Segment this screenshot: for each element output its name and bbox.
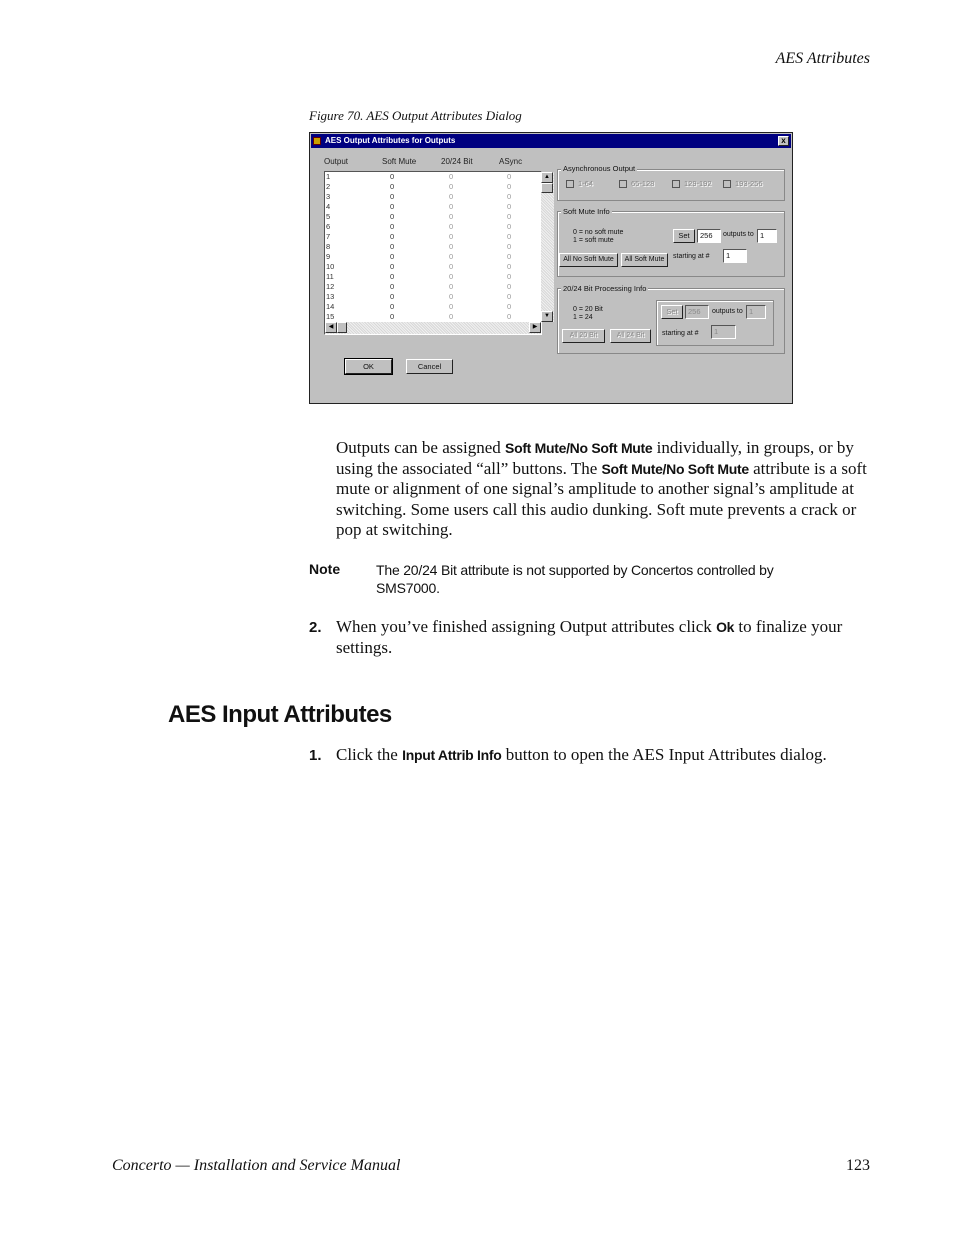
all-no-soft-mute-button[interactable]: All No Soft Mute bbox=[559, 253, 618, 267]
table-cell: 0 bbox=[449, 182, 454, 191]
table-cell: 15 bbox=[326, 312, 335, 321]
async-output-label: Asynchronous Output bbox=[563, 164, 636, 173]
input-attrib-info-command: Input Attrib Info bbox=[402, 747, 502, 763]
step-2-text bbox=[336, 617, 872, 658]
app-icon bbox=[313, 137, 321, 145]
table-row[interactable] bbox=[325, 252, 541, 262]
table-cell: 0 bbox=[449, 242, 454, 251]
column-header-soft-mute: Soft Mute bbox=[382, 157, 417, 166]
scroll-right-icon[interactable]: ▶ bbox=[529, 322, 541, 333]
table-cell: 0 bbox=[390, 302, 395, 311]
table-cell: 0 bbox=[390, 242, 395, 251]
checkbox-193-256[interactable] bbox=[723, 180, 731, 188]
table-cell: 9 bbox=[326, 252, 331, 261]
table-cell: 0 bbox=[449, 282, 454, 291]
soft-mute-outputs-to-field[interactable]: 1 bbox=[757, 229, 777, 243]
table-row[interactable] bbox=[325, 282, 541, 292]
soft-mute-outputs-to-label: outputs to bbox=[723, 231, 754, 238]
soft-mute-legend-1: 1 = soft mute bbox=[573, 237, 614, 244]
option-193-256: 193-256 bbox=[735, 179, 763, 188]
scroll-thumb[interactable] bbox=[541, 183, 553, 193]
scroll-up-icon[interactable]: ▲ bbox=[541, 172, 553, 183]
vertical-scrollbar[interactable] bbox=[541, 172, 554, 322]
figure-caption: Figure 70. AES Output Attributes Dialog bbox=[309, 108, 522, 123]
table-cell: 6 bbox=[326, 222, 331, 231]
dialog-title: AES Output Attributes for Outputs bbox=[325, 136, 456, 145]
checkbox-65-128[interactable] bbox=[619, 180, 627, 188]
body-paragraph bbox=[336, 438, 872, 541]
table-row[interactable] bbox=[325, 182, 541, 192]
table-cell: 10 bbox=[326, 262, 335, 271]
table-row[interactable] bbox=[325, 212, 541, 222]
table-row[interactable] bbox=[325, 292, 541, 302]
table-cell: 0 bbox=[507, 202, 512, 211]
checkbox-129-192[interactable] bbox=[672, 180, 680, 188]
all-soft-mute-button[interactable]: All Soft Mute bbox=[621, 253, 668, 267]
step-1-text-a: Click the bbox=[336, 745, 403, 764]
table-row[interactable] bbox=[325, 262, 541, 272]
table-cell: 0 bbox=[390, 252, 395, 261]
ok-button[interactable]: OK bbox=[345, 359, 392, 374]
table-cell: 0 bbox=[449, 262, 454, 271]
option-129-192: 129-192 bbox=[684, 179, 712, 188]
option-65-128: 65-128 bbox=[631, 179, 655, 188]
soft-mute-group bbox=[557, 211, 785, 277]
table-cell: 2 bbox=[326, 182, 331, 191]
close-button[interactable]: x bbox=[778, 136, 789, 146]
soft-mute-count-field[interactable]: 256 bbox=[697, 229, 721, 243]
column-header-bit: 20/24 Bit bbox=[441, 157, 473, 166]
table-row[interactable] bbox=[325, 202, 541, 212]
table-cell: 0 bbox=[390, 282, 395, 291]
all-20-bit-button[interactable]: All 20 Bit bbox=[562, 329, 605, 343]
step-1-number: 1. bbox=[309, 747, 322, 764]
table-cell: 1 bbox=[326, 172, 331, 181]
bit-outputs-to-field[interactable]: 1 bbox=[746, 305, 766, 319]
table-cell: 0 bbox=[390, 212, 395, 221]
table-row[interactable] bbox=[325, 312, 541, 322]
aes-output-attributes-dialog bbox=[309, 132, 793, 404]
hscroll-thumb[interactable] bbox=[337, 322, 347, 333]
para-text-3: attribute is a soft mute or alignment of one signal’s amplitude to another signal’s amplitude at switching. Some users call this audio dunking. Soft mute prevents a crack or pop at switching. bbox=[336, 458, 867, 539]
table-cell: 0 bbox=[390, 232, 395, 241]
column-header-output: Output bbox=[324, 157, 349, 166]
table-row[interactable] bbox=[325, 222, 541, 232]
table-cell: 0 bbox=[390, 222, 395, 231]
table-cell: 4 bbox=[326, 202, 331, 211]
bit-count-field[interactable]: 256 bbox=[685, 305, 709, 319]
soft-mute-set-button[interactable]: Set bbox=[673, 229, 695, 243]
table-cell: 0 bbox=[390, 292, 395, 301]
table-cell: 0 bbox=[507, 272, 512, 281]
soft-mute-starting-at-field[interactable]: 1 bbox=[723, 249, 747, 263]
table-cell: 0 bbox=[390, 172, 395, 181]
table-row[interactable] bbox=[325, 192, 541, 202]
table-cell: 0 bbox=[449, 272, 454, 281]
table-cell: 0 bbox=[449, 202, 454, 211]
step-1-text bbox=[336, 745, 872, 766]
table-cell: 0 bbox=[449, 232, 454, 241]
table-cell: 5 bbox=[326, 212, 331, 221]
soft-mute-legend-0: 0 = no soft mute bbox=[573, 229, 624, 236]
table-cell: 0 bbox=[449, 302, 454, 311]
bit-starting-at-field[interactable]: 1 bbox=[711, 325, 736, 339]
scroll-down-icon[interactable]: ▼ bbox=[541, 311, 553, 322]
step-2-text-b: to finalize your settings. bbox=[336, 617, 843, 657]
table-cell: 0 bbox=[449, 292, 454, 301]
horizontal-scrollbar[interactable] bbox=[325, 322, 541, 334]
table-cell: 11 bbox=[326, 272, 334, 281]
table-cell: 0 bbox=[390, 272, 395, 281]
section-heading: AES Input Attributes bbox=[168, 701, 392, 728]
table-cell: 0 bbox=[449, 172, 454, 181]
table-cell: 0 bbox=[507, 222, 512, 231]
table-row[interactable] bbox=[325, 302, 541, 312]
ok-command: Ok bbox=[716, 619, 735, 635]
note-label: Note bbox=[309, 561, 341, 577]
dialog-titlebar bbox=[311, 134, 791, 148]
soft-mute-starting-at-label: starting at # bbox=[673, 253, 710, 260]
table-row[interactable] bbox=[325, 232, 541, 242]
table-cell: 13 bbox=[326, 292, 335, 301]
table-cell: 0 bbox=[507, 312, 512, 321]
all-24-bit-button[interactable]: All 24 Bit bbox=[610, 329, 651, 343]
table-cell: 0 bbox=[507, 212, 512, 221]
checkbox-1-64[interactable] bbox=[566, 180, 574, 188]
bit-legend-0: 0 = 20 Bit bbox=[573, 306, 603, 313]
table-cell: 0 bbox=[507, 192, 512, 201]
bit-set-button[interactable]: Set bbox=[661, 305, 683, 319]
step-2-text-a: When you’ve finished assigning Output attributes click bbox=[336, 617, 717, 636]
bit-outputs-to-label: outputs to bbox=[712, 308, 743, 315]
step-2-number: 2. bbox=[309, 619, 322, 636]
table-cell: 0 bbox=[507, 242, 512, 251]
note-text: The 20/24 Bit attribute is not supported by Concertos controlled by SMS7000. bbox=[376, 562, 774, 596]
table-cell: 0 bbox=[507, 172, 512, 181]
para-text-2: individually, in groups, or by using the associated “all” buttons. The bbox=[336, 438, 854, 478]
soft-mute-label: Soft Mute Info bbox=[563, 207, 610, 216]
bit-legend-1: 1 = 24 bbox=[573, 314, 593, 321]
table-cell: 0 bbox=[507, 252, 512, 261]
para-text-1: Outputs can be assigned bbox=[336, 438, 506, 457]
table-cell: 0 bbox=[507, 182, 512, 191]
option-1-64: 1-64 bbox=[578, 179, 594, 188]
cancel-button[interactable]: Cancel bbox=[406, 359, 453, 374]
table-cell: 0 bbox=[507, 302, 512, 311]
table-cell: 0 bbox=[507, 292, 512, 301]
table-cell: 0 bbox=[390, 312, 395, 321]
bit-processing-label: 20/24 Bit Processing Info bbox=[563, 284, 647, 293]
scroll-left-icon[interactable]: ◀ bbox=[325, 322, 337, 333]
table-cell: 0 bbox=[449, 212, 454, 221]
table-cell: 0 bbox=[507, 262, 512, 271]
table-cell: 7 bbox=[326, 232, 331, 241]
table-cell: 0 bbox=[507, 232, 512, 241]
table-cell: 12 bbox=[326, 282, 335, 291]
table-row[interactable] bbox=[325, 272, 541, 282]
soft-mute-command-1: Soft Mute/No Soft Mute bbox=[505, 440, 653, 456]
table-cell: 8 bbox=[326, 242, 331, 251]
output-list[interactable] bbox=[324, 171, 550, 335]
table-cell: 0 bbox=[390, 262, 395, 271]
step-1-text-b: button to open the AES Input Attributes dialog. bbox=[501, 745, 827, 764]
table-cell: 0 bbox=[390, 182, 395, 191]
soft-mute-command-2: Soft Mute/No Soft Mute bbox=[601, 460, 749, 477]
table-cell: 0 bbox=[449, 252, 454, 261]
table-cell: 3 bbox=[326, 192, 331, 201]
table-cell: 0 bbox=[390, 202, 395, 211]
table-cell: 0 bbox=[390, 192, 395, 201]
table-cell: 0 bbox=[507, 282, 512, 291]
page-number: 123 bbox=[846, 1157, 870, 1174]
column-header-async: ASync bbox=[499, 157, 523, 166]
table-cell: 0 bbox=[449, 222, 454, 231]
running-header: AES Attributes bbox=[775, 50, 870, 67]
table-cell: 0 bbox=[449, 312, 454, 321]
table-cell: 0 bbox=[449, 192, 454, 201]
table-cell: 14 bbox=[326, 302, 335, 311]
table-row[interactable] bbox=[325, 242, 541, 252]
table-row[interactable] bbox=[325, 172, 541, 182]
footer-manual-title: Concerto — Installation and Service Manual bbox=[112, 1157, 401, 1174]
bit-starting-at-label: starting at # bbox=[662, 330, 699, 337]
